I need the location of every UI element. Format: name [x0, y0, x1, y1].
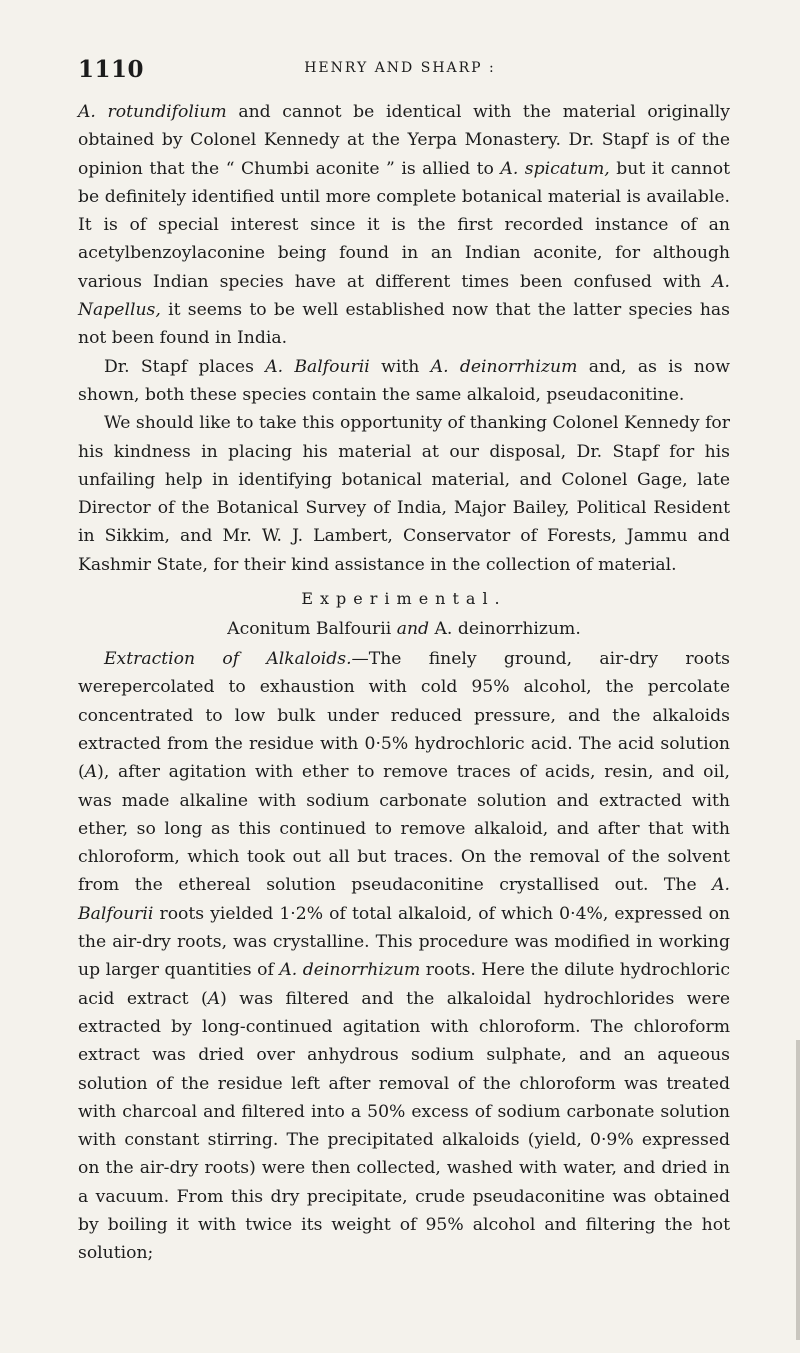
subheading-and: and	[396, 619, 430, 640]
species-name: A. deinorrhizum	[279, 960, 421, 981]
body-text	[78, 98, 730, 1268]
page-number: 1110	[78, 56, 145, 83]
page-edge-shadow	[796, 1040, 800, 1340]
species-name: A. deinorrhizum	[430, 356, 578, 377]
paragraph-extraction-body: percolated to exhaustion with cold 95% alcohol, the percolate concentrated to low bulk under reduced pressure, and the alkaloids extracted from the residue with 0·5% hydrochloric acid. The acid solution (A), after agitation with ether to remove traces of acids, resin, and oil, was made alkaline with sodium carbonate solution and extracted with ether, so long as this continued to remove alkaloid, and after that with chloroform, which took out all but traces. On the removal of the solvent from the ethereal solution pseudaconitine crystallised out. The A. Balfourii roots yielded 1·2% of total alkaloid, of which 0·4%, expressed on the air-dry roots, was crystalline. This procedure was modified in working up larger quantities of A. deinorrhizum roots. Here the dilute hydrochloric acid extract (A) was filtered and the alkaloidal hydrochlorides were extracted by long-continued agitation with chloroform. The chloroform extract was dried over anhydrous sodium sulphate, and an aqueous solution of the residue left after removal of the chloroform was treated with charcoal and filtered into a 50% excess of sodium carbonate solution with constant stirring. The precipitated alkaloids (yield, 0·9% expressed on the air-dry roots) were then collected, washed with water, and dried in a vacuum. From this dry precipitate, crude pseudaconitine was obtained by boiling it with twice its weight of 95% alcohol and filtering the hot solution;	[78, 677, 730, 1264]
species-name: A. Napellus,	[78, 271, 730, 321]
species-name: A	[84, 762, 98, 783]
page-header	[78, 56, 722, 86]
species-name: A. spicatum,	[500, 158, 610, 179]
species-name: A. rotundifolium	[78, 102, 227, 122]
running-head: HENRY AND SHARP :	[304, 60, 496, 76]
paragraph-3: We should like to take this opportunity of thanking Colonel Kennedy for his kindness in placing his material at our disposal, Dr. Stapf for his unfailing help in identifying botanical material, and Colonel Gage, late Director of the Botanical Survey of India, Major Bailey, Political Resident in Sikkim, and Mr. W. J. Lambert, Conservator of Forests, Jammu and Kashmir State, for their kind assistance in the collection of material.	[78, 413, 730, 575]
species-name: A. Balfourii	[78, 875, 730, 924]
species-name: A	[207, 988, 221, 1009]
run-in-lead: —The finely ground, air-dry roots were	[78, 649, 730, 698]
subheading-species-name: A. deinorrhizum.	[434, 619, 581, 640]
paragraph-1: A. rotundifolium and cannot be identical with the material originally obtained by Colonel Kennedy at the Yerpa Monastery. Dr. Stapf is of the opinion that the “ Chumbi aconite ” is allied to A. spicatum, but it cannot be definitely identified until more complete botanical material is available. It is of special interest since it is the first recorded instance of an acetylbenzoylaconine being found in an Indian aconite, for although various Indian species have at different times been confused with A. Napellus, it seems to be well established now that the latter species has not been found in India.	[78, 102, 730, 349]
run-in-heading: Extraction of Alkaloids.	[104, 649, 352, 670]
section-heading-experimental: Experimental.	[301, 589, 507, 609]
subheading-genus: Aconitum Balfourii	[227, 619, 392, 640]
subheading-species	[78, 613, 730, 645]
paragraph-extraction	[78, 645, 730, 1268]
species-name: A. Balfourii	[265, 356, 370, 377]
paragraph-2: Dr. Stapf places A. Balfourii with A. deinorrhizum and, as is now shown, both these species contain the same alkaloid, pseudaconitine.	[78, 356, 730, 405]
